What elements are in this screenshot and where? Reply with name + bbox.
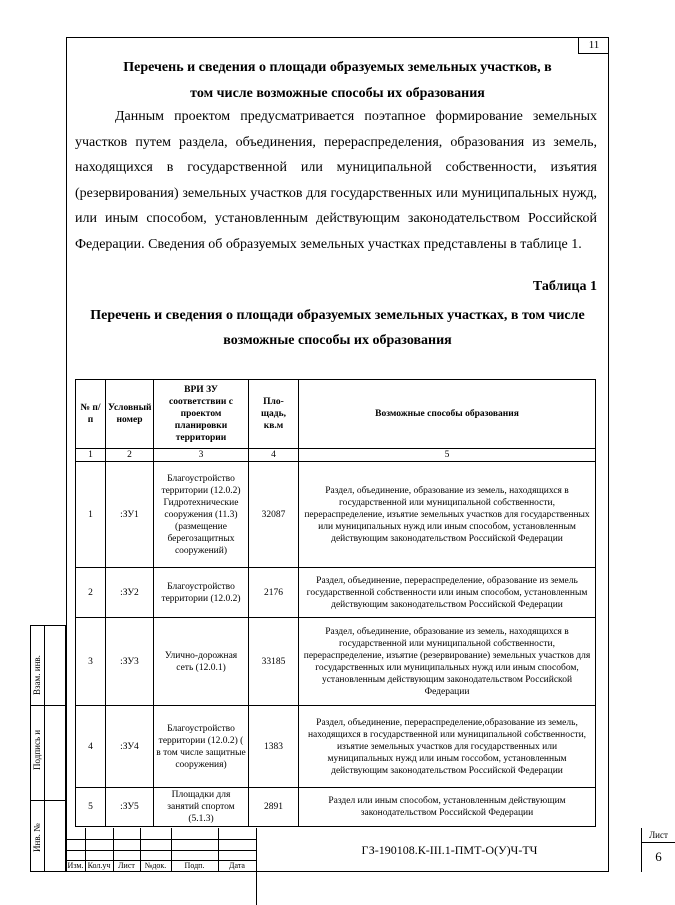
row-code: :ЗУ3 (106, 618, 154, 706)
sheet-number: 6 (655, 849, 662, 864)
table-row (76, 706, 596, 788)
col-num: 2 (106, 449, 154, 462)
column-number-row (76, 449, 596, 462)
stamp-col-sign: Подп. (184, 861, 205, 870)
row-way: Раздел, объединение, образование из земель, находящихся в государственной или муниципальной собственности, перераспределение, изъятие (резервирование) земельных участков для государственных или муниципальных нужд или иным способом, установленным действующим законодательством Российской Федерации (299, 618, 596, 706)
land-plots-table (75, 379, 596, 827)
row-vri: Благоустройство территории (12.0.2) ( в том числе защитные сооружения) (154, 706, 249, 788)
row-num: 2 (76, 568, 106, 618)
stamp-col-doc: №док. (144, 861, 167, 870)
intro-paragraph (75, 104, 597, 257)
document-code: ГЗ-190108.К-III.1-ПМТ-О(У)Ч-ТЧ (256, 828, 642, 872)
header-vri: ВРИ ЗУ соответствии с проектом планировки территории (154, 380, 249, 449)
side-strip-rule (30, 705, 66, 706)
page-number: 11 (578, 37, 609, 54)
table-title-line2: возможные способы их образования (223, 333, 452, 348)
row-num: 1 (76, 462, 106, 568)
table-row (76, 462, 596, 568)
col-num: 4 (249, 449, 299, 462)
table-title-line1: Перечень и сведения о площади образуемых земельных участках, в том числе (90, 308, 585, 323)
row-area: 32087 (249, 462, 299, 568)
intro-paragraph-text: Данным проектом предусматривается поэтапное формирование земельных участков путем раздела, объединения, перераспределения, образования из земель, находящихся в государственной или муниципальной собственности, изъятия (резервирования) земельных участков для государственных или муниципальных нужд, или иным способом, установленным действующим законодательством Российской Федерации. Сведения об образуемых земельных участках представлены в таблице 1. (75, 109, 597, 252)
col-num: 1 (76, 449, 106, 462)
table-header-row (76, 380, 596, 449)
title-block (66, 828, 668, 872)
row-way: Раздел, объединение, перераспределение, образование из земель государственной собственности или иным способом, установленным действующим законодательством Российской Федерации (299, 568, 596, 618)
row-area: 2176 (249, 568, 299, 618)
stamp-col-date: Дата (229, 861, 245, 870)
row-code: :ЗУ2 (106, 568, 154, 618)
row-num: 5 (76, 788, 106, 827)
row-code: :ЗУ4 (106, 706, 154, 788)
row-code: :ЗУ1 (106, 462, 154, 568)
stamp-col-change: Изм. (67, 861, 84, 870)
row-vri: Улично-дорожная сеть (12.0.1) (154, 618, 249, 706)
stamp-col-count: Кол.уч (87, 861, 111, 870)
row-num: 3 (76, 618, 106, 706)
sheet-box (641, 828, 675, 872)
col-num: 5 (299, 449, 596, 462)
stamp-col-sheet: Лист (118, 861, 135, 870)
row-way: Раздел, объединение, образование из земель, находящихся в государственной или муниципальной собственности, перераспределение, изъятие земельных участков для государственных или муниципальных нужд или иным способом, установленным действующим законодательством Российской Федерации (299, 462, 596, 568)
row-code: :ЗУ5 (106, 788, 154, 827)
side-label-inventory: Инв. № (32, 823, 42, 852)
sheet-label: Лист (642, 828, 675, 843)
side-strip-rule (30, 800, 66, 801)
section-heading-line2: том числе возможные способы их образования (190, 86, 485, 101)
row-num: 4 (76, 706, 106, 788)
header-area: Пло-щадь, кв.м (249, 380, 299, 449)
col-num: 3 (154, 449, 249, 462)
header-code: Условный номер (106, 380, 154, 449)
header-num: № п/п (76, 380, 106, 449)
row-way: Раздел или иным способом, установленным действующим законодательством Российской Федерации (299, 788, 596, 827)
row-vri: Благоустройство территории (12.0.2) (154, 568, 249, 618)
row-area: 33185 (249, 618, 299, 706)
side-label-signature: Подпись и (32, 729, 42, 770)
row-vri: Площадки для занятий спортом (5.1.3) (154, 788, 249, 827)
row-area: 2891 (249, 788, 299, 827)
section-heading-line1: Перечень и сведения о площади образуемых земельных участков, в (123, 60, 552, 75)
header-way: Возможные способы образования (299, 380, 596, 449)
side-label-replacement: Взам. инв. (32, 655, 42, 695)
row-way: Раздел, объединение, перераспределение,образование из земель, находящихся в государственной или муниципальной собственности, изъятие земельных участков для государственных или муниципальных нужд или иным госсобом, установленным действующим законодательством Российской Федерации (299, 706, 596, 788)
row-vri: Благоустройство территории (12.0.2) Гидротехнические сооружения (11.3) (размещение берегозащитных сооружений) (154, 462, 249, 568)
table-label: Таблица 1 (532, 279, 597, 294)
table-row (76, 618, 596, 706)
table-row (76, 788, 596, 827)
row-area: 1383 (249, 706, 299, 788)
table-row (76, 568, 596, 618)
